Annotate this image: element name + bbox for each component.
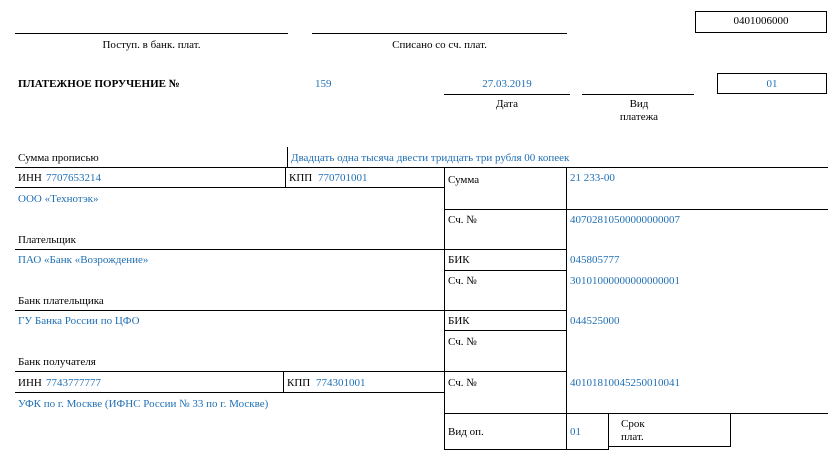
payee-inn-label: ИНН xyxy=(18,377,42,389)
payee-kpp-label: КПП xyxy=(287,377,311,389)
document-date: 27.03.2019 xyxy=(482,78,532,90)
divider xyxy=(15,249,566,250)
debited-label: Списано со сч. плат. xyxy=(392,39,487,51)
divider xyxy=(285,167,286,187)
divider xyxy=(730,413,731,447)
payer-inn-label: ИНН xyxy=(18,172,42,184)
payer-bank-corr-account: 30101000000000000001 xyxy=(570,275,680,287)
payee-bank-label: Банк получателя xyxy=(18,356,96,368)
payer-bank-bik: 045805777 xyxy=(570,254,620,266)
payee-kpp: 774301001 xyxy=(316,377,366,389)
divider xyxy=(287,147,288,167)
payer-account-label: Сч. № xyxy=(448,214,477,226)
date-line xyxy=(444,94,570,95)
divider xyxy=(608,413,609,450)
payer-inn: 7707653214 xyxy=(46,172,101,184)
divider xyxy=(15,187,444,188)
payee-bank-bik-label: БИК xyxy=(448,315,470,327)
amount-words-label: Сумма прописью xyxy=(18,152,99,164)
divider xyxy=(15,310,566,311)
payee-inn: 7743777777 xyxy=(46,377,101,389)
divider xyxy=(444,270,566,271)
payee-bank-corr-label: Сч. № xyxy=(448,336,477,348)
payer-bank-corr-label: Сч. № xyxy=(448,275,477,287)
divider xyxy=(444,330,566,331)
payment-status: 01 xyxy=(766,78,778,90)
payee-bank-bik: 044525000 xyxy=(570,315,620,327)
received-label: Поступ. в банк. плат. xyxy=(102,39,201,51)
operation-type-label: Вид оп. xyxy=(448,426,484,438)
payer-bank-bik-label: БИК xyxy=(448,254,470,266)
payer-account: 40702810500000000007 xyxy=(570,214,680,226)
payee-account-label: Сч. № xyxy=(448,377,477,389)
divider xyxy=(444,413,828,414)
payer-kpp-label: КПП xyxy=(289,172,313,184)
payer-name: ООО «Технотэк» xyxy=(18,193,99,205)
amount-words: Двадцать одна тысяча двести тридцать три рубля 00 копеек xyxy=(291,152,570,164)
divider xyxy=(15,167,828,168)
divider xyxy=(444,209,828,210)
payment-type-line xyxy=(582,94,694,95)
payee-account: 40101810045250010041 xyxy=(570,377,680,389)
payment-type-label: Вид платежа xyxy=(619,98,659,123)
document-title: ПЛАТЕЖНОЕ ПОРУЧЕНИЕ № xyxy=(18,78,180,90)
payment-term-label: Срок плат. xyxy=(621,418,645,443)
document-number: 159 xyxy=(315,78,332,90)
payee-name: УФК по г. Москве (ИФНС России № 33 по г. Москве) xyxy=(18,398,269,410)
payer-kpp: 770701001 xyxy=(318,172,368,184)
divider xyxy=(444,449,609,450)
divider xyxy=(15,392,444,393)
operation-type: 01 xyxy=(570,426,581,438)
divider xyxy=(608,446,730,447)
payee-bank-name: ГУ Банка России по ЦФО xyxy=(18,315,140,327)
form-code: 0401006000 xyxy=(733,15,789,27)
amount-value: 21 233-00 xyxy=(570,172,615,184)
amount-label: Сумма xyxy=(448,174,480,186)
payer-bank-label: Банк плательщика xyxy=(18,295,104,307)
payer-bank-name: ПАО «Банк «Возрождение» xyxy=(18,254,149,266)
date-label: Дата xyxy=(496,98,518,110)
debited-line xyxy=(312,33,567,34)
received-line xyxy=(15,33,288,34)
divider xyxy=(15,371,566,372)
payer-label: Плательщик xyxy=(18,234,76,246)
divider xyxy=(283,371,284,392)
